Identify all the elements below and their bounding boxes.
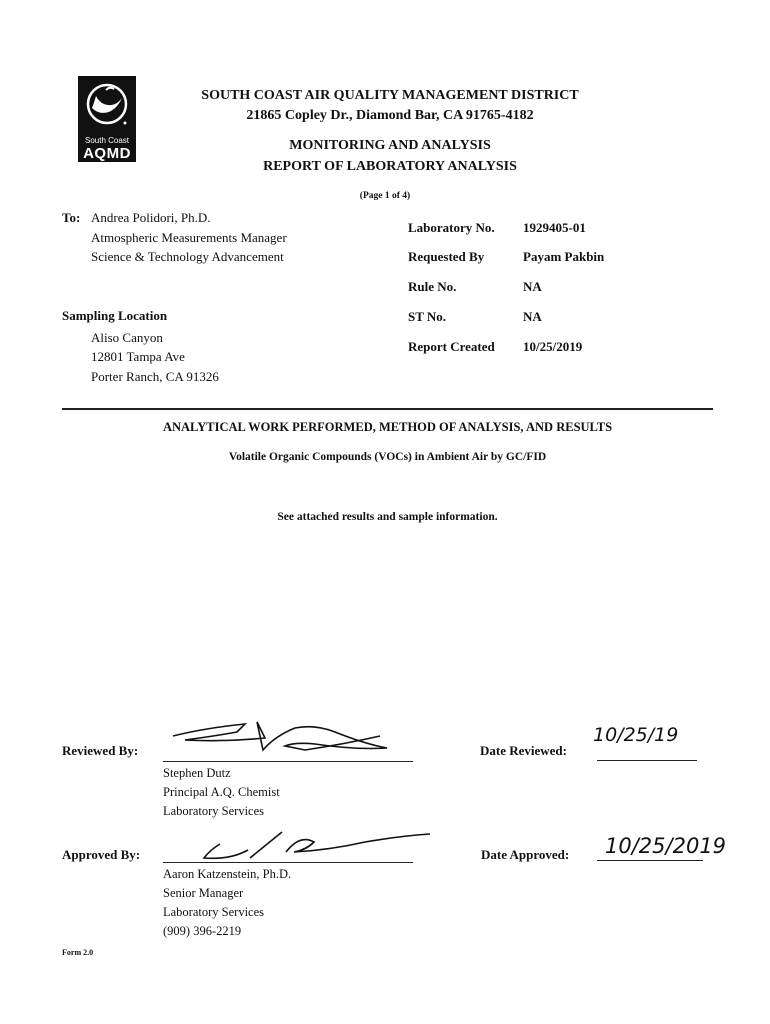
- date-approved-label: Date Approved:: [481, 847, 570, 862]
- st-value: NA: [523, 309, 542, 324]
- reviewer-signature: [165, 714, 410, 762]
- to-name: Andrea Polidori, Ph.D.: [91, 210, 211, 225]
- reviewer-dept: Laboratory Services: [163, 804, 265, 818]
- logo-main-text: AQMD: [83, 145, 131, 162]
- date-reviewed-line: [597, 760, 697, 761]
- sampling-label: Sampling Location: [62, 308, 168, 323]
- created-label: Report Created: [408, 339, 495, 354]
- approver-signature: [190, 828, 435, 864]
- created-value: 10/25/2019: [523, 339, 583, 354]
- to-label: To:: [62, 210, 81, 225]
- attached-note: See attached results and sample information.: [277, 511, 498, 523]
- sampling-street: 12801 Tampa Ave: [91, 349, 185, 364]
- approver-name: Aaron Katzenstein, Ph.D.: [163, 867, 292, 881]
- rule-label: Rule No.: [408, 279, 457, 294]
- st-label: ST No.: [408, 309, 447, 324]
- approver-line: [163, 862, 413, 863]
- section-divider: [62, 408, 713, 410]
- to-division: Science & Technology Advancement: [91, 249, 284, 264]
- org-address: 21865 Copley Dr., Diamond Bar, CA 91765-4182: [246, 108, 534, 123]
- approved-label: Approved By:: [62, 847, 141, 862]
- sampling-site: Aliso Canyon: [91, 330, 163, 345]
- date-approved-line: [597, 860, 703, 861]
- requested-label: Requested By: [408, 249, 485, 264]
- approver-title: Senior Manager: [163, 886, 244, 900]
- section-title: ANALYTICAL WORK PERFORMED, METHOD OF ANALYSIS, AND RESULTS: [162, 420, 613, 434]
- lab-no-label: Laboratory No.: [408, 220, 495, 235]
- method-title: Volatile Organic Compounds (VOCs) in Ambient Air by GC/FID: [228, 451, 547, 463]
- form-number: Form 2.0: [62, 948, 94, 957]
- approver-phone: (909) 396-2219: [163, 924, 242, 938]
- reviewed-label: Reviewed By:: [62, 743, 139, 758]
- to-title: Atmospheric Measurements Manager: [91, 230, 287, 245]
- date-reviewed-label: Date Reviewed:: [480, 743, 567, 758]
- dept-title: MONITORING AND ANALYSIS: [289, 138, 491, 153]
- org-name: SOUTH COAST AIR QUALITY MANAGEMENT DISTRICT: [201, 88, 579, 103]
- lab-no-value: 1929405-01: [523, 220, 586, 235]
- reviewer-name: Stephen Dutz: [163, 766, 231, 780]
- reviewer-line: [163, 761, 413, 762]
- date-approved-value: 10/25/2019: [605, 834, 727, 858]
- rule-value: NA: [523, 279, 542, 294]
- approver-dept: Laboratory Services: [163, 905, 265, 919]
- date-reviewed-value: 10/25/19: [593, 724, 679, 746]
- requested-value: Payam Pakbin: [523, 249, 605, 264]
- reviewer-title: Principal A.Q. Chemist: [163, 785, 280, 799]
- globe-bird-icon: [78, 76, 136, 136]
- report-title: REPORT OF LABORATORY ANALYSIS: [263, 159, 517, 174]
- logo-small-text: South Coast: [84, 136, 130, 145]
- sampling-city: Porter Ranch, CA 91326: [91, 369, 219, 384]
- page-indicator: (Page 1 of 4): [359, 191, 411, 201]
